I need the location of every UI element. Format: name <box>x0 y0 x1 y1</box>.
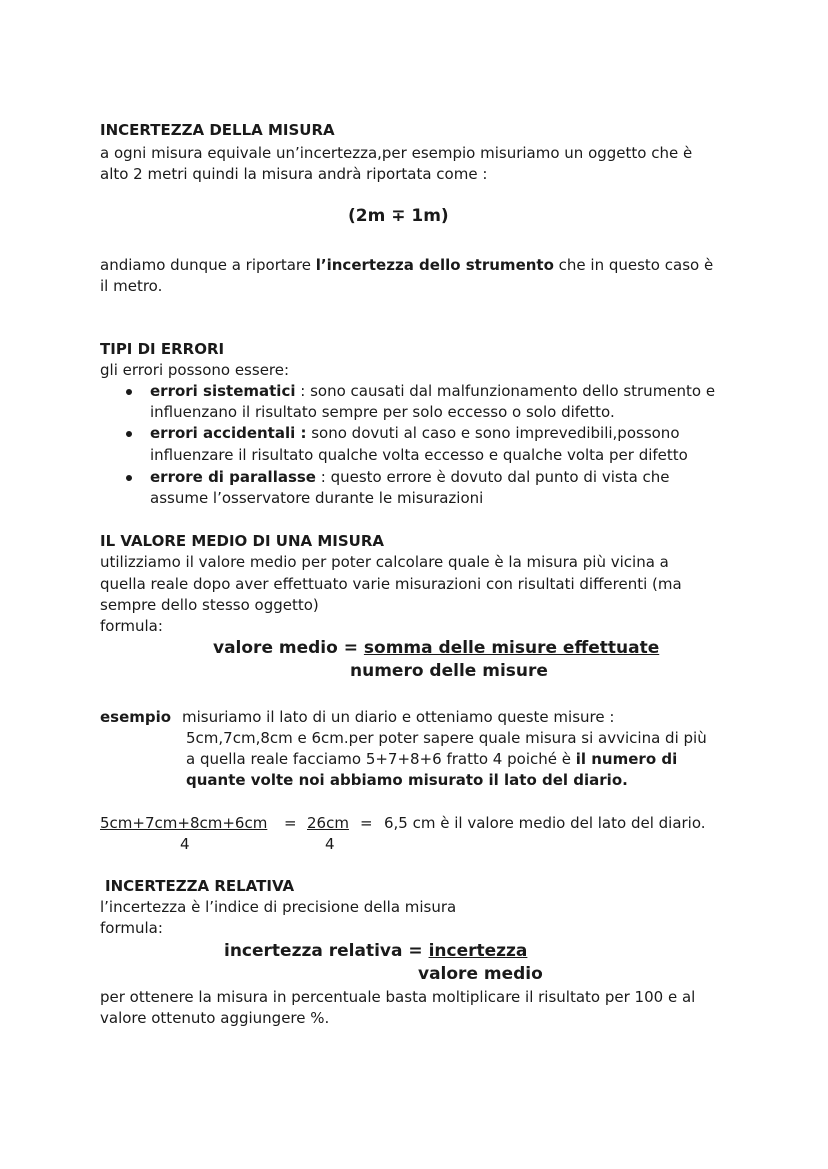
list-item: errori accidentali : sono dovuti al caso e sono imprevedibili,possono <box>150 424 680 442</box>
paragraph-line: per ottenere la misura in percentuale basta moltiplicare il risultato per 100 e al <box>100 988 696 1006</box>
example-line: a quella reale facciamo 5+7+8+6 fratto 4 poiché è il numero di <box>186 750 678 768</box>
paragraph-line: gli errori possono essere: <box>100 361 290 379</box>
heading-valore-medio: IL VALORE MEDIO DI UNA MISURA <box>100 532 385 550</box>
heading-incertezza-relativa: INCERTEZZA RELATIVA <box>105 877 295 895</box>
list-item-continuation: influenzare il risultato qualche volta eccesso e qualche volta per difetto <box>150 446 688 464</box>
paragraph-line: sempre dello stesso oggetto) <box>100 596 319 614</box>
formula-label: formula: <box>100 617 163 635</box>
calc-denominator: 4 <box>325 835 335 853</box>
formula-denominator: numero delle misure <box>350 661 548 681</box>
paragraph-line: l’incertezza è l’indice di precisione della misura <box>100 898 457 916</box>
list-item: errori sistematici : sono causati dal malfunzionamento dello strumento e <box>150 382 716 400</box>
example-line: misuriamo il lato di un diario e otteniamo queste misure : <box>182 708 615 726</box>
list-item: errore di parallasse : questo errore è dovuto dal punto di vista che <box>150 468 670 486</box>
paragraph-line: quella reale dopo aver effettuato varie misurazioni con risultati differenti (ma <box>100 575 682 593</box>
paragraph-line: alto 2 metri quindi la misura andrà riportata come : <box>100 165 488 183</box>
paragraph-line: valore ottenuto aggiungere %. <box>100 1009 330 1027</box>
paragraph-line: a ogni misura equivale un’incertezza,per esempio misuriamo un oggetto che è <box>100 144 693 162</box>
formula-valore-medio: valore medio = somma delle misure effettuate <box>213 638 660 658</box>
paragraph-line: il metro. <box>100 277 163 295</box>
formula-numerator: somma delle misure effettuate <box>363 638 660 658</box>
list-item-continuation: influenzano il risultato sempre per solo eccesso o solo difetto. <box>150 403 615 421</box>
example-line: 5cm,7cm,8cm e 6cm.per poter sapere quale misura si avvicina di più <box>186 729 707 747</box>
formula-denominator: valore medio <box>418 964 543 984</box>
formula-incertezza-relativa: incertezza relativa = incertezza <box>224 941 528 961</box>
heading-tipi-di-errori: TIPI DI ERRORI <box>100 340 225 358</box>
bullet-icon <box>126 475 132 481</box>
calc-equals: = <box>284 814 297 832</box>
bullet-icon <box>126 389 132 395</box>
calc-numerator: 5cm+7cm+8cm+6cm <box>100 814 268 832</box>
bold-phrase: l’incertezza dello strumento <box>315 256 554 274</box>
calc-denominator: 4 <box>180 835 190 853</box>
formula-label: formula: <box>100 919 163 937</box>
formula-measurement: (2m ∓ 1m) <box>348 206 449 226</box>
calc-numerator-sum: 26cm <box>307 814 349 832</box>
bullet-icon <box>126 431 132 437</box>
formula-numerator: incertezza <box>428 941 528 961</box>
calc-equals: = <box>360 814 373 832</box>
example-line: quante volte noi abbiamo misurato il lato del diario. <box>186 771 628 789</box>
calc-result: 6,5 cm è il valore medio del lato del diario. <box>384 814 706 832</box>
example-label: esempio <box>100 708 172 726</box>
heading-incertezza-della-misura: INCERTEZZA DELLA MISURA <box>100 121 335 139</box>
list-item-continuation: assume l’osservatore durante le misurazioni <box>150 489 484 507</box>
paragraph-line: utilizziamo il valore medio per poter calcolare quale è la misura più vicina a <box>100 553 669 571</box>
paragraph-line: andiamo dunque a riportare l’incertezza dello strumento che in questo caso è <box>100 256 714 274</box>
